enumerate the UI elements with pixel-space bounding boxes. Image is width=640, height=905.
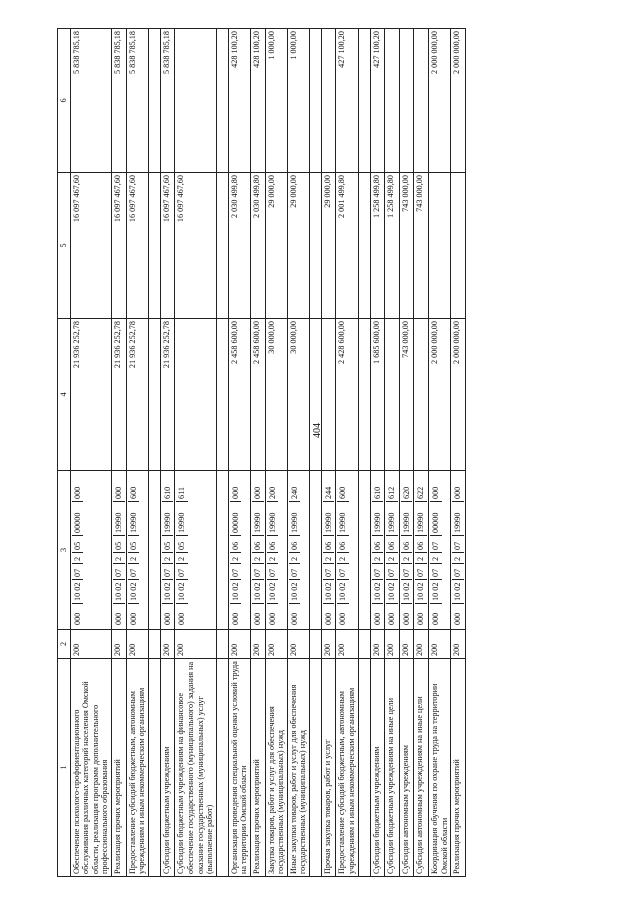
code-part: 19990 xyxy=(289,502,301,536)
code-part: 240 xyxy=(289,473,301,502)
code-part: 2 xyxy=(252,553,264,564)
code-part: 07 xyxy=(252,564,264,580)
code-part: 2 xyxy=(430,553,442,564)
row-amount-v5 xyxy=(451,173,466,319)
row-name: Субсидии автономным учреждениям xyxy=(399,659,414,877)
row-admin-code: 200 xyxy=(429,630,451,659)
code-part: 06 xyxy=(267,536,279,553)
code-part: 2 xyxy=(323,553,335,564)
table-row xyxy=(175,29,216,877)
code-part: 06 xyxy=(230,536,242,553)
header-cell: 5 xyxy=(58,173,71,319)
code-part: 000 xyxy=(113,612,123,625)
code-part: 2 xyxy=(128,553,140,564)
row-name: Субсидии автономным учреждениям на иные цели xyxy=(414,659,429,877)
row-name: Реализация прочих мероприятий xyxy=(451,659,466,877)
code-part: 2 xyxy=(162,553,174,564)
row-name: Прочая закупка товаров, работ и услуг xyxy=(321,659,336,877)
row-amount-v4: 2 000 000,00 xyxy=(429,319,451,471)
row-amount-v6 xyxy=(385,29,400,173)
spacer-cell xyxy=(216,471,228,630)
table-row xyxy=(414,29,429,877)
row-name: Субсидии бюджетным учреждениям xyxy=(160,659,175,877)
row-amount-v6: 5 838 785,18 xyxy=(111,29,126,173)
spacer-cell xyxy=(148,471,160,630)
code-part: 2 xyxy=(176,553,188,564)
row-amount-v5: 29 000,00 xyxy=(265,173,287,319)
row-admin-code: 200 xyxy=(336,630,358,659)
code-part: 000 xyxy=(72,473,84,502)
row-amount-v4: 1 685 600,00 xyxy=(370,319,385,471)
header-row xyxy=(58,29,71,877)
spacer-cell xyxy=(216,29,228,173)
row-budget-code xyxy=(265,471,287,630)
code-part: 05 xyxy=(113,536,125,553)
row-amount-v5: 16 097 467,60 xyxy=(160,173,175,319)
row-budget-code xyxy=(336,471,358,630)
code-part: 2 xyxy=(452,553,464,564)
spacer-cell xyxy=(216,659,228,877)
table-row xyxy=(70,29,111,877)
row-amount-v6 xyxy=(321,29,336,173)
code-part: 000 xyxy=(372,612,382,625)
row-budget-code xyxy=(70,471,111,630)
code-part: 19990 xyxy=(323,502,335,536)
code-part: 620 xyxy=(401,473,413,502)
spacer-cell xyxy=(358,630,370,659)
row-amount-v6: 5 838 785,18 xyxy=(70,29,111,173)
code-part: 000 xyxy=(453,612,463,625)
table-row xyxy=(385,29,400,877)
row-budget-code xyxy=(287,471,309,630)
row-name: Субсидии бюджетным учреждениям xyxy=(370,659,385,877)
code-part: 000 xyxy=(177,612,187,625)
row-amount-v4 xyxy=(414,319,429,471)
code-part: 10 02 xyxy=(72,580,84,604)
code-part: 07 xyxy=(289,564,301,580)
row-amount-v5: 16 097 467,60 xyxy=(70,173,111,319)
code-part: 000 xyxy=(72,612,82,625)
code-part: 19990 xyxy=(372,502,384,536)
header-cell: 4 xyxy=(58,319,71,471)
code-part: 000 xyxy=(387,612,397,625)
row-admin-code: 200 xyxy=(287,630,309,659)
row-amount-v6: 427 100,20 xyxy=(370,29,385,173)
code-part: 000 xyxy=(252,612,262,625)
code-part: 610 xyxy=(162,473,174,502)
code-part: 622 xyxy=(415,473,427,502)
row-budget-code xyxy=(250,471,265,630)
row-amount-v5: 16 097 467,60 xyxy=(126,173,148,319)
row-amount-v4 xyxy=(321,319,336,471)
code-part: 000 xyxy=(162,612,172,625)
code-part: 2 xyxy=(401,553,413,564)
row-budget-code xyxy=(385,471,400,630)
row-amount-v6 xyxy=(399,29,414,173)
row-admin-code: 200 xyxy=(126,630,148,659)
code-part: 000 xyxy=(230,473,242,502)
code-part: 600 xyxy=(337,473,349,502)
code-part: 06 xyxy=(415,536,427,553)
code-part: 07 xyxy=(372,564,384,580)
code-part: 2 xyxy=(337,553,349,564)
code-part: 10 02 xyxy=(401,580,413,604)
header-cell: 2 xyxy=(58,630,71,659)
row-amount-v5: 743 000,00 xyxy=(414,173,429,319)
code-part: 07 xyxy=(113,564,125,580)
code-part: 10 02 xyxy=(230,580,242,604)
code-part: 07 xyxy=(401,564,413,580)
code-part: 07 xyxy=(337,564,349,580)
code-part: 00000 xyxy=(230,502,242,536)
row-amount-v6: 5 838 785,18 xyxy=(160,29,175,173)
table-row xyxy=(321,29,336,877)
row-admin-code: 200 xyxy=(451,630,466,659)
row-amount-v4: 2 458 600,00 xyxy=(228,319,250,471)
row-name: Закупка товаров, работ и услуг для обеспечения государственных (муниципальных) нужд xyxy=(265,659,287,877)
spacer-cell xyxy=(358,471,370,630)
row-admin-code: 200 xyxy=(228,630,250,659)
code-part: 244 xyxy=(323,473,335,502)
code-part: 10 02 xyxy=(337,580,349,604)
row-budget-code xyxy=(228,471,250,630)
row-budget-code xyxy=(321,471,336,630)
code-part: 19990 xyxy=(176,502,188,536)
row-amount-v5: 16 097 467,60 xyxy=(175,173,216,319)
row-amount-v5: 2 030 499,80 xyxy=(228,173,250,319)
row-amount-v6: 2 000 000,00 xyxy=(451,29,466,173)
code-part: 19990 xyxy=(386,502,398,536)
code-part: 06 xyxy=(337,536,349,553)
code-part: 05 xyxy=(128,536,140,553)
code-part: 07 xyxy=(323,564,335,580)
row-amount-v6: 428 100,20 xyxy=(228,29,250,173)
row-admin-code: 200 xyxy=(370,630,385,659)
code-part: 06 xyxy=(289,536,301,553)
code-part: 10 02 xyxy=(267,580,279,604)
row-amount-v6: 5 838 785,18 xyxy=(126,29,148,173)
table-row xyxy=(250,29,265,877)
code-part: 05 xyxy=(162,536,174,553)
code-part: 07 xyxy=(162,564,174,580)
code-part: 10 02 xyxy=(128,580,140,604)
row-name: Координация обучения по охране труда на территории Омской области xyxy=(429,659,451,877)
page-number: 404 xyxy=(312,423,323,438)
code-part: 000 xyxy=(267,612,277,625)
code-part: 000 xyxy=(128,612,138,625)
spacer-row xyxy=(216,29,228,877)
code-part: 000 xyxy=(452,473,464,502)
code-part: 19990 xyxy=(401,502,413,536)
row-amount-v5: 743 000,00 xyxy=(399,173,414,319)
table-row xyxy=(370,29,385,877)
row-amount-v5 xyxy=(429,173,451,319)
code-part: 000 xyxy=(401,612,411,625)
spacer-cell xyxy=(358,29,370,173)
row-amount-v4 xyxy=(175,319,216,471)
code-part: 2 xyxy=(267,553,279,564)
row-name: Обеспечение психолого-профориентационного обслуживания различных категорий населения Омской области, реализация программ дополнительного профессионального образования xyxy=(70,659,111,877)
table-row xyxy=(287,29,309,877)
code-part: 06 xyxy=(401,536,413,553)
row-admin-code: 200 xyxy=(399,630,414,659)
row-budget-code xyxy=(175,471,216,630)
code-part: 19990 xyxy=(113,502,125,536)
row-amount-v4: 30 000,00 xyxy=(265,319,287,471)
table-row xyxy=(126,29,148,877)
code-part: 07 xyxy=(128,564,140,580)
row-amount-v6: 427 100,20 xyxy=(336,29,358,173)
row-amount-v4: 2 000 000,00 xyxy=(451,319,466,471)
spacer-cell xyxy=(216,173,228,319)
budget-table xyxy=(57,28,466,877)
table-row xyxy=(429,29,451,877)
row-budget-code xyxy=(399,471,414,630)
header-cell: 6 xyxy=(58,29,71,173)
row-budget-code xyxy=(370,471,385,630)
row-amount-v4: 2 458 600,00 xyxy=(250,319,265,471)
spacer-cell xyxy=(309,630,321,659)
code-part: 2 xyxy=(415,553,427,564)
code-part: 600 xyxy=(128,473,140,502)
code-part: 19990 xyxy=(267,502,279,536)
code-part: 10 02 xyxy=(430,580,442,604)
spacer-cell xyxy=(216,630,228,659)
code-part: 000 xyxy=(431,612,441,625)
code-part: 05 xyxy=(176,536,188,553)
code-part: 06 xyxy=(372,536,384,553)
row-name: Субсидии бюджетным учреждениям на финансовое обеспечение государственного (муниципального) задания на оказание государственных (муниципальных) услуг (выполнение работ) xyxy=(175,659,216,877)
code-part: 10 02 xyxy=(386,580,398,604)
row-name: Иные закупки товаров, работ и услуг для обеспечения государственных (муниципальных) нужд xyxy=(287,659,309,877)
table-row xyxy=(228,29,250,877)
spacer-cell xyxy=(148,29,160,173)
code-part: 19990 xyxy=(452,502,464,536)
row-amount-v6: 1 000,00 xyxy=(265,29,287,173)
code-part: 06 xyxy=(386,536,398,553)
spacer-cell xyxy=(148,173,160,319)
code-part: 06 xyxy=(252,536,264,553)
table-row xyxy=(111,29,126,877)
row-amount-v6: 428 100,20 xyxy=(250,29,265,173)
row-amount-v4: 21 936 252,78 xyxy=(160,319,175,471)
code-part: 19990 xyxy=(415,502,427,536)
code-part: 2 xyxy=(386,553,398,564)
row-admin-code: 200 xyxy=(321,630,336,659)
spacer-cell xyxy=(216,319,228,471)
row-admin-code: 200 xyxy=(414,630,429,659)
spacer-cell xyxy=(148,659,160,877)
code-part: 2 xyxy=(289,553,301,564)
row-admin-code: 200 xyxy=(385,630,400,659)
code-part: 611 xyxy=(176,473,188,502)
code-part: 07 xyxy=(176,564,188,580)
row-amount-v5: 29 000,00 xyxy=(287,173,309,319)
row-name: Субсидии бюджетным учреждениям на иные цели xyxy=(385,659,400,877)
code-part: 07 xyxy=(230,564,242,580)
spacer-cell xyxy=(358,173,370,319)
spacer-row xyxy=(309,29,321,877)
code-part: 10 02 xyxy=(372,580,384,604)
table-row xyxy=(265,29,287,877)
code-part: 07 xyxy=(452,536,464,553)
row-amount-v5: 2 030 499,80 xyxy=(250,173,265,319)
row-name: Предоставление субсидий бюджетным, автономным учреждениям и иным некоммерческим организациям xyxy=(126,659,148,877)
row-budget-code xyxy=(414,471,429,630)
rotated-table-area xyxy=(57,29,594,877)
code-part: 10 02 xyxy=(113,580,125,604)
row-name: Реализация прочих мероприятий xyxy=(111,659,126,877)
row-admin-code: 200 xyxy=(160,630,175,659)
row-amount-v4 xyxy=(385,319,400,471)
code-part: 07 xyxy=(72,564,84,580)
row-admin-code: 200 xyxy=(175,630,216,659)
code-part: 00000 xyxy=(72,502,84,536)
row-amount-v4: 21 936 252,78 xyxy=(111,319,126,471)
code-part: 06 xyxy=(323,536,335,553)
code-part: 07 xyxy=(452,564,464,580)
row-admin-code: 200 xyxy=(265,630,287,659)
row-name: Организация проведения специальной оценки условий труда на территории Омской области xyxy=(228,659,250,877)
table-row xyxy=(160,29,175,877)
code-part: 000 xyxy=(113,473,125,502)
code-part: 10 02 xyxy=(289,580,301,604)
row-amount-v5: 2 001 499,80 xyxy=(336,173,358,319)
row-amount-v4: 2 428 600,00 xyxy=(336,319,358,471)
code-part: 000 xyxy=(338,612,348,625)
header-cell: 3 xyxy=(58,471,71,630)
spacer-cell xyxy=(358,659,370,877)
row-name: Предоставление субсидий бюджетным, автономным учреждениям и иным некоммерческим организациям xyxy=(336,659,358,877)
table-row xyxy=(399,29,414,877)
row-admin-code: 200 xyxy=(111,630,126,659)
row-name: Реализация прочих мероприятий xyxy=(250,659,265,877)
spacer-cell xyxy=(358,319,370,471)
code-part: 200 xyxy=(267,473,279,502)
code-part: 05 xyxy=(72,536,84,553)
row-amount-v4: 21 936 252,78 xyxy=(70,319,111,471)
code-part: 19990 xyxy=(252,502,264,536)
row-amount-v5: 1 258 499,80 xyxy=(385,173,400,319)
code-part: 10 02 xyxy=(252,580,264,604)
row-budget-code xyxy=(126,471,148,630)
code-part: 10 02 xyxy=(415,580,427,604)
row-amount-v5: 29 000,00 xyxy=(321,173,336,319)
row-amount-v6 xyxy=(414,29,429,173)
spacer-cell xyxy=(309,659,321,877)
header-cell: 1 xyxy=(58,659,71,877)
spacer-cell xyxy=(309,29,321,173)
row-amount-v4: 743 000,00 xyxy=(399,319,414,471)
code-part: 610 xyxy=(372,473,384,502)
code-part: 00000 xyxy=(430,502,442,536)
code-part: 2 xyxy=(230,553,242,564)
spacer-cell xyxy=(148,319,160,471)
spacer-cell xyxy=(309,471,321,630)
row-amount-v5: 1 258 499,80 xyxy=(370,173,385,319)
spacer-cell xyxy=(309,173,321,319)
row-amount-v5: 16 097 467,60 xyxy=(111,173,126,319)
code-part: 07 xyxy=(386,564,398,580)
code-part: 2 xyxy=(113,553,125,564)
code-part: 000 xyxy=(416,612,426,625)
code-part: 10 02 xyxy=(323,580,335,604)
code-part: 07 xyxy=(267,564,279,580)
row-admin-code: 200 xyxy=(70,630,111,659)
row-amount-v6 xyxy=(175,29,216,173)
code-part: 19990 xyxy=(162,502,174,536)
code-part: 07 xyxy=(430,564,442,580)
row-budget-code xyxy=(451,471,466,630)
row-budget-code xyxy=(429,471,451,630)
spacer-row xyxy=(148,29,160,877)
code-part: 000 xyxy=(230,612,240,625)
spacer-row xyxy=(358,29,370,877)
table-body xyxy=(70,29,465,877)
spacer-cell xyxy=(148,630,160,659)
code-part: 07 xyxy=(415,564,427,580)
code-part: 10 02 xyxy=(162,580,174,604)
row-amount-v6: 2 000 000,00 xyxy=(429,29,451,173)
code-part: 612 xyxy=(386,473,398,502)
row-budget-code xyxy=(160,471,175,630)
table-row xyxy=(336,29,358,877)
code-part: 19990 xyxy=(337,502,349,536)
code-part: 2 xyxy=(72,553,84,564)
row-amount-v4: 21 936 252,78 xyxy=(126,319,148,471)
spacer-cell xyxy=(309,319,321,471)
code-part: 2 xyxy=(372,553,384,564)
row-admin-code: 200 xyxy=(250,630,265,659)
code-part: 000 xyxy=(430,473,442,502)
code-part: 000 xyxy=(252,473,264,502)
code-part: 000 xyxy=(323,612,333,625)
row-budget-code xyxy=(111,471,126,630)
row-amount-v4: 30 000,00 xyxy=(287,319,309,471)
code-part: 000 xyxy=(289,612,299,625)
row-amount-v6: 1 000,00 xyxy=(287,29,309,173)
code-part: 07 xyxy=(430,536,442,553)
code-part: 19990 xyxy=(128,502,140,536)
code-part: 10 02 xyxy=(176,580,188,604)
code-part: 10 02 xyxy=(452,580,464,604)
table-row xyxy=(451,29,466,877)
